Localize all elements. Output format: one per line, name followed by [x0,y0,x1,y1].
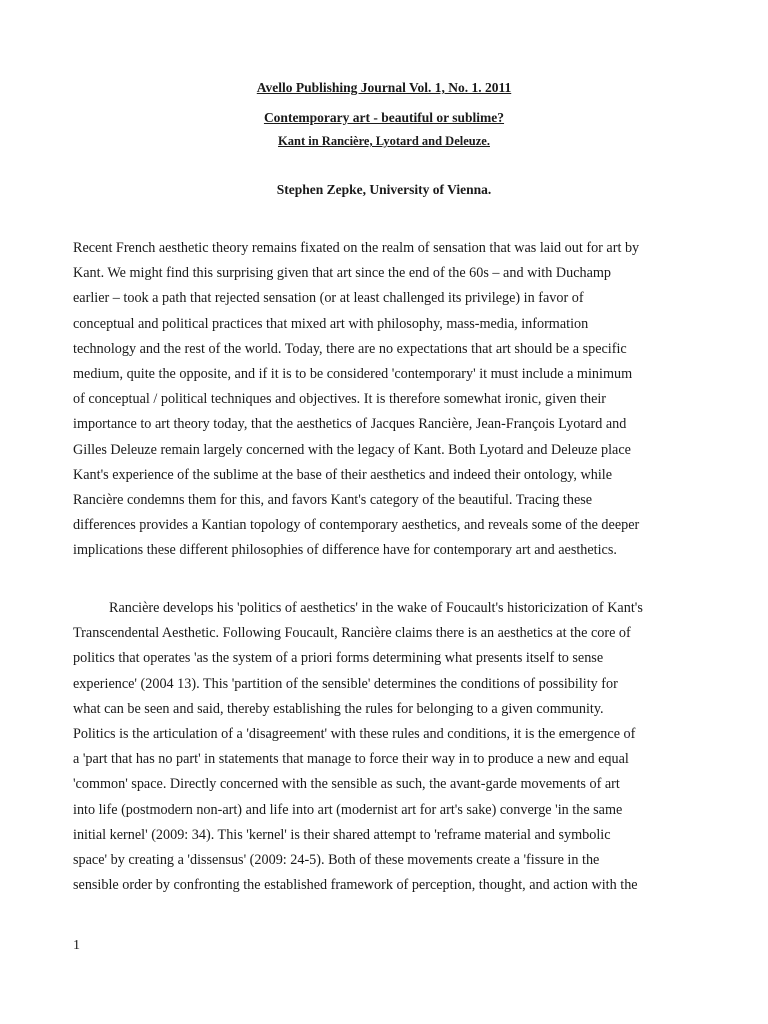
text-line: Kant's experience of the sublime at the base of their aesthetics and indeed their ontology, while [73,466,613,483]
text-line: space' by creating a 'dissensus' (2009: 24-5). Both of these movements create a 'fissure in the [73,851,600,868]
article-subtitle: Kant in Rancière, Lyotard and Deleuze. [278,134,490,148]
text-line: 'common' space. Directly concerned with the sensible as such, the avant-garde movements of art [73,776,620,793]
text-line: what can be seen and said, thereby establishing the rules for belonging to a given community. [73,700,604,717]
text-line: experience' (2004 13). This 'partition of the sensible' determines the conditions of possibility for [73,675,618,692]
text-line: Rancière condemns them for this, and favors Kant's category of the beautiful. Tracing these [73,491,593,508]
text-line: differences provides a Kantian topology of contemporary aesthetics, and reveals some of the deeper [73,517,640,534]
text-line: importance to art theory today, that the aesthetics of Jacques Rancière, Jean-François Lyotard and [73,416,627,433]
article-title: Contemporary art - beautiful or sublime? [263,110,505,125]
author-line: Stephen Zepke, University of Vienna. [276,182,492,197]
text-line: implications these different philosophies of difference have for contemporary art and aesthetics. [73,542,617,559]
text-line: of conceptual / political techniques and objectives. It is therefore somewhat ironic, given their [73,391,607,408]
text-line: politics that operates 'as the system of a priori forms determining what presents itself to sense [73,650,604,667]
text-line: Kant. We might find this surprising given that art since the end of the 60s – and with Duchamp [73,265,612,282]
text-line: sensible order by confronting the established framework of perception, thought, and action with the [73,877,638,894]
page-number: 1 [73,938,80,953]
journal-header: Avello Publishing Journal Vol. 1, No. 1. 2011 [256,80,512,95]
text-line: Gilles Deleuze remain largely concerned with the legacy of Kant. Both Lyotard and Deleuze place [73,441,631,458]
text-line: a 'part that has no part' in statements that manage to force their way in to produce a new and equal [73,751,629,768]
text-line: Recent French aesthetic theory remains fixated on the realm of sensation that was laid out for art by [73,240,640,256]
paragraph-1 [73,236,703,563]
text-line: initial kernel' (2009: 34). This 'kernel' is their shared attempt to 'reframe material and symbolic [73,826,611,843]
text-line: Rancière develops his 'politics of aesthetics' in the wake of Foucault's historicization of Kant's [109,600,643,616]
text-line: medium, quite the opposite, and if it is to be considered 'contemporary' it must include a minimum [73,365,633,382]
text-line: conceptual and political practices that mixed art with philosophy, mass-media, information [73,315,589,332]
text-line: into life (postmodern non-art) and life into art (modernist art for art's sake) converge 'in the same [73,801,623,818]
text-line: Transcendental Aesthetic. Following Foucault, Rancière claims there is an aesthetics at the core of [73,625,631,642]
text-line: technology and the rest of the world. Today, there are no expectations that art should be a specific [73,340,627,357]
text-line: earlier – took a path that rejected sensation (or at least challenged its privilege) in favor of [73,290,584,307]
text-line: Politics is the articulation of a 'disagreement' with these rules and conditions, it is the emergence of [73,725,636,742]
paragraph-2 [73,596,703,898]
